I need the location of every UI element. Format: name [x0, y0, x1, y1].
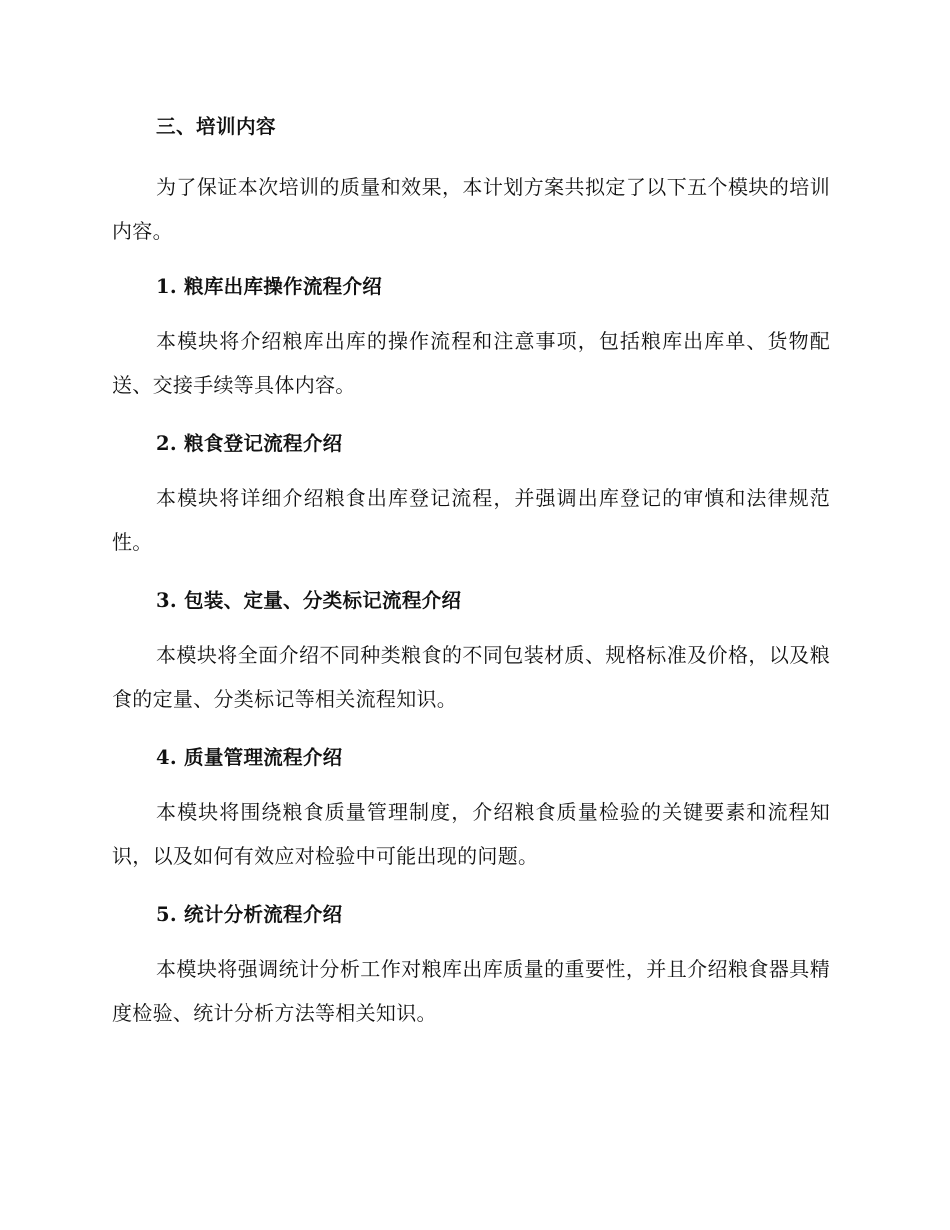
module-5	[112, 899, 830, 1035]
section-intro: 为了保证本次培训的质量和效果，本计划方案共拟定了以下五个模块的培训内容。	[112, 175, 830, 243]
module-title: 4. 质量管理流程介绍	[156, 746, 343, 769]
module-title: 5. 统计分析流程介绍	[156, 903, 343, 926]
module-title: 2. 粮食登记流程介绍	[156, 432, 343, 455]
document-page	[112, 111, 830, 1056]
module-title: 1. 粮库出库操作流程介绍	[156, 275, 383, 298]
module-1	[112, 271, 830, 407]
section-title: 三、培训内容	[156, 115, 277, 138]
module-3	[112, 585, 830, 721]
module-2	[112, 428, 830, 564]
module-body: 本模块将全面介绍不同种类粮食的不同包装材质、规格标准及价格，以及粮食的定量、分类标记等相关流程知识。	[112, 643, 830, 711]
module-4	[112, 742, 830, 878]
module-body: 本模块将详细介绍粮食出库登记流程，并强调出库登记的审慎和法律规范性。	[112, 486, 830, 554]
module-body: 本模块将介绍粮库出库的操作流程和注意事项，包括粮库出库单、货物配送、交接手续等具体内容。	[112, 329, 830, 397]
module-title: 3. 包装、定量、分类标记流程介绍	[156, 589, 462, 612]
module-body: 本模块将围绕粮食质量管理制度，介绍粮食质量检验的关键要素和流程知识，以及如何有效应对检验中可能出现的问题。	[112, 800, 830, 868]
module-body: 本模块将强调统计分析工作对粮库出库质量的重要性，并且介绍粮食器具精度检验、统计分析方法等相关知识。	[112, 957, 830, 1025]
